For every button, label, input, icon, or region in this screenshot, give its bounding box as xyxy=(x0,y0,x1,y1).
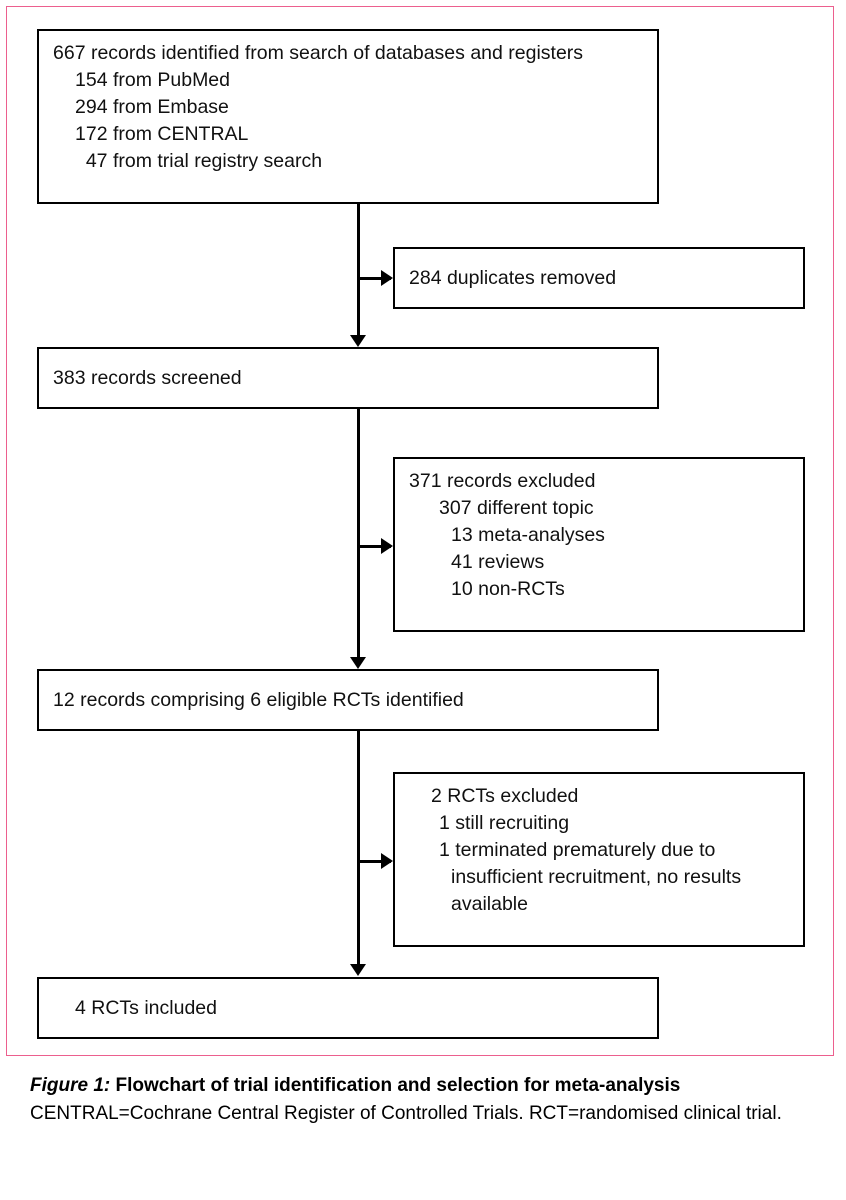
arrow-down-icon xyxy=(350,964,366,976)
flow-box-rcts-included xyxy=(37,977,659,1039)
arrow-down-icon xyxy=(350,657,366,669)
connector-line xyxy=(357,731,360,971)
caption-label: Figure 1: xyxy=(30,1075,111,1096)
flow-box-records-identified xyxy=(37,29,659,204)
flow-box-records-screened xyxy=(37,347,659,409)
flow-line: 10 non-RCTs xyxy=(451,578,565,600)
flow-box-duplicates-removed xyxy=(393,247,805,309)
flow-line: 2 RCTs excluded xyxy=(431,785,579,807)
flow-line: 13 meta-analyses xyxy=(451,524,605,546)
flow-line: 41 reviews xyxy=(451,551,545,573)
flow-box-eligible-rcts xyxy=(37,669,659,731)
flowchart xyxy=(7,7,835,1057)
flow-line: 284 duplicates removed xyxy=(409,266,617,289)
flow-line: 383 records screened xyxy=(53,366,242,389)
flow-line: 1 terminated prematurely due to xyxy=(439,839,716,861)
flow-box-records-excluded xyxy=(393,457,805,632)
arrow-right-icon xyxy=(381,538,393,554)
arrow-down-icon xyxy=(350,335,366,347)
flow-line: 172 from CENTRAL xyxy=(75,123,249,145)
connector-line xyxy=(357,204,360,341)
flow-line: available xyxy=(451,893,528,915)
flow-line: 1 still recruiting xyxy=(439,812,570,834)
figure-caption xyxy=(30,1072,820,1127)
arrow-right-icon xyxy=(381,270,393,286)
caption-title xyxy=(30,1075,680,1096)
arrow-right-icon xyxy=(381,853,393,869)
flow-line: 371 records excluded xyxy=(409,470,596,492)
flow-line: 294 from Embase xyxy=(75,96,229,118)
flow-line: 307 different topic xyxy=(439,497,594,519)
flow-line: 667 records identified from search of databases and registers xyxy=(53,42,584,64)
flow-line: 12 records comprising 6 eligible RCTs identified xyxy=(53,688,464,711)
flow-line: insufficient recruitment, no results xyxy=(451,866,742,888)
connector-line xyxy=(357,409,360,664)
flow-line: 4 RCTs included xyxy=(75,996,217,1019)
flow-box-rcts-excluded xyxy=(393,772,805,947)
flow-line: 154 from PubMed xyxy=(75,69,231,91)
figure-frame xyxy=(6,6,834,1056)
caption-note: CENTRAL=Cochrane Central Register of Controlled Trials. RCT=randomised clinical trial. xyxy=(30,1103,782,1124)
flow-line: 47 from trial registry search xyxy=(75,150,323,172)
caption-title-text: Flowchart of trial identification and selection for meta-analysis xyxy=(110,1075,681,1096)
